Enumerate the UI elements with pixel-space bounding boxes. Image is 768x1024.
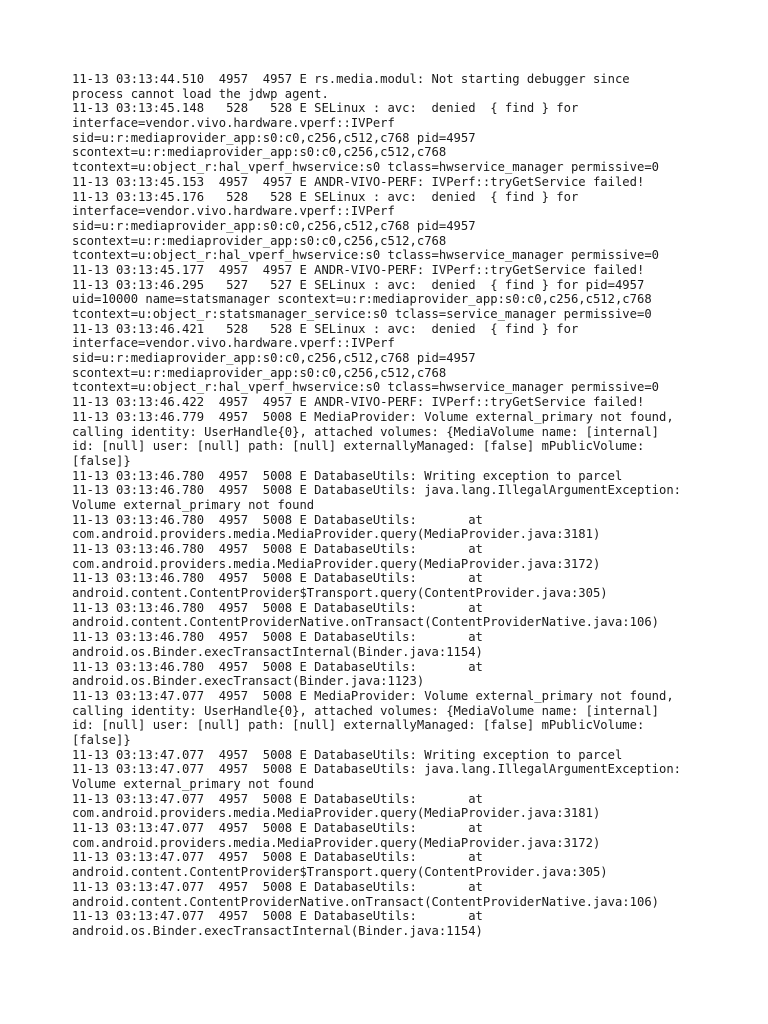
log-line: 11-13 03:13:46.421 528 528 E SELinux : avc: denied { find } for [72, 321, 579, 336]
log-line: 11-13 03:13:45.177 4957 4957 E ANDR-VIVO-PERF: IVPerf::tryGetService failed! [72, 262, 645, 277]
log-line: interface=vendor.vivo.hardware.vperf::IVPerf [72, 336, 395, 351]
log-line: 11-13 03:13:46.780 4957 5008 E DatabaseUtils: at [72, 659, 483, 674]
log-line: android.os.Binder.execTransactInternal(Binder.java:1154) [72, 644, 483, 659]
log-line: tcontext=u:object_r:hal_vperf_hwservice:s0 tclass=hwservice_manager permissive=0 [72, 160, 659, 175]
log-line: 11-13 03:13:46.780 4957 5008 E DatabaseUtils: java.lang.IllegalArgumentException: [72, 483, 682, 498]
log-line: uid=10000 name=statsmanager scontext=u:r:mediaprovider_app:s0:c0,c256,c512,c768 [72, 292, 652, 307]
log-line: tcontext=u:object_r:hal_vperf_hwservice:s0 tclass=hwservice_manager permissive=0 [72, 380, 659, 395]
log-line: scontext=u:r:mediaprovider_app:s0:c0,c256,c512,c768 [72, 365, 447, 380]
log-line: sid=u:r:mediaprovider_app:s0:c0,c256,c512,c768 pid=4957 [72, 351, 476, 366]
log-line: interface=vendor.vivo.hardware.vperf::IVPerf [72, 116, 395, 131]
log-line: scontext=u:r:mediaprovider_app:s0:c0,c256,c512,c768 [72, 145, 447, 160]
log-line: android.content.ContentProviderNative.onTransact(ContentProviderNative.java:106) [72, 615, 659, 630]
log-line: 11-13 03:13:47.077 4957 5008 E DatabaseUtils: at [72, 821, 483, 836]
log-line: 11-13 03:13:46.780 4957 5008 E DatabaseUtils: at [72, 542, 483, 556]
log-line: android.os.Binder.execTransact(Binder.java:1123) [72, 674, 425, 689]
log-line: 11-13 03:13:47.077 4957 5008 E DatabaseUtils: at [72, 791, 483, 806]
log-line: 11-13 03:13:45.153 4957 4957 E ANDR-VIVO-PERF: IVPerf::tryGetService failed! [72, 174, 645, 189]
log-line: Volume external_primary not found [72, 777, 315, 791]
log-line: com.android.providers.media.MediaProvider.query(MediaProvider.java:3181) [72, 806, 601, 821]
log-line: 11-13 03:13:47.077 4957 5008 E MediaProvider: Volume external_primary not found, [72, 688, 674, 703]
log-line: id: [null] user: [null] path: [null] externallyManaged: [false] mPublicVolume: [72, 439, 645, 454]
log-line: 11-13 03:13:47.077 4957 5008 E DatabaseUtils: at [72, 909, 483, 924]
log-line: 11-13 03:13:47.077 4957 5008 E DatabaseUtils: java.lang.IllegalArgumentException: [72, 762, 682, 777]
log-line: 11-13 03:13:46.422 4957 4957 E ANDR-VIVO-PERF: IVPerf::tryGetService failed! [72, 395, 645, 410]
log-line: 11-13 03:13:47.077 4957 5008 E DatabaseUtils: at [72, 850, 483, 865]
log-line: tcontext=u:object_r:statsmanager_service:s0 tclass=service_manager permissive=0 [72, 307, 652, 321]
log-line: sid=u:r:mediaprovider_app:s0:c0,c256,c512,c768 pid=4957 [72, 218, 476, 233]
log-line: 11-13 03:13:46.779 4957 5008 E MediaProvider: Volume external_primary not found, [72, 409, 674, 424]
log-line: com.android.providers.media.MediaProvider.query(MediaProvider.java:3172) [72, 835, 601, 850]
log-line: 11-13 03:13:46.780 4957 5008 E DatabaseUtils: at [72, 512, 483, 527]
log-line: calling identity: UserHandle{0}, attached volumes: {MediaVolume name: [internal] [72, 424, 659, 439]
log-line: 11-13 03:13:44.510 4957 4957 E rs.media.modul: Not starting debugger since [72, 72, 630, 86]
log-line: 11-13 03:13:46.780 4957 5008 E DatabaseUtils: at [72, 630, 483, 645]
log-line: android.content.ContentProvider$Transport.query(ContentProvider.java:305) [72, 586, 608, 601]
log-line: android.content.ContentProviderNative.onTransact(ContentProviderNative.java:106) [72, 894, 659, 909]
log-line: 11-13 03:13:46.295 527 527 E SELinux : avc: denied { find } for pid=4957 [72, 277, 645, 292]
log-line: 11-13 03:13:47.077 4957 5008 E DatabaseUtils: Writing exception to parcel [72, 747, 623, 762]
log-line: 11-13 03:13:46.780 4957 5008 E DatabaseUtils: at [72, 600, 483, 615]
log-line: android.os.Binder.execTransactInternal(Binder.java:1154) [72, 923, 483, 938]
log-line: 11-13 03:13:45.176 528 528 E SELinux : avc: denied { find } for [72, 189, 579, 204]
log-line: 11-13 03:13:47.077 4957 5008 E DatabaseUtils: at [72, 879, 483, 894]
log-line: process cannot load the jdwp agent. [72, 86, 329, 101]
log-line: com.android.providers.media.MediaProvider.query(MediaProvider.java:3181) [72, 527, 601, 542]
log-line: 11-13 03:13:46.780 4957 5008 E DatabaseUtils: at [72, 571, 483, 586]
log-line: [false]} [72, 732, 131, 747]
log-line: sid=u:r:mediaprovider_app:s0:c0,c256,c512,c768 pid=4957 [72, 130, 476, 145]
log-line: tcontext=u:object_r:hal_vperf_hwservice:s0 tclass=hwservice_manager permissive=0 [72, 248, 659, 263]
log-line: com.android.providers.media.MediaProvider.query(MediaProvider.java:3172) [72, 556, 601, 571]
log-line: id: [null] user: [null] path: [null] externallyManaged: [false] mPublicVolume: [72, 718, 645, 733]
log-line: android.content.ContentProvider$Transport.query(ContentProvider.java:305) [72, 865, 608, 880]
log-document [72, 72, 732, 939]
log-line: Volume external_primary not found [72, 497, 315, 512]
log-line: 11-13 03:13:45.148 528 528 E SELinux : avc: denied { find } for [72, 101, 579, 116]
log-line: interface=vendor.vivo.hardware.vperf::IVPerf [72, 204, 395, 219]
log-line: 11-13 03:13:46.780 4957 5008 E DatabaseUtils: Writing exception to parcel [72, 468, 623, 483]
log-line: [false]} [72, 453, 131, 468]
log-line: scontext=u:r:mediaprovider_app:s0:c0,c256,c512,c768 [72, 233, 447, 248]
log-line: calling identity: UserHandle{0}, attached volumes: {MediaVolume name: [internal] [72, 703, 659, 718]
